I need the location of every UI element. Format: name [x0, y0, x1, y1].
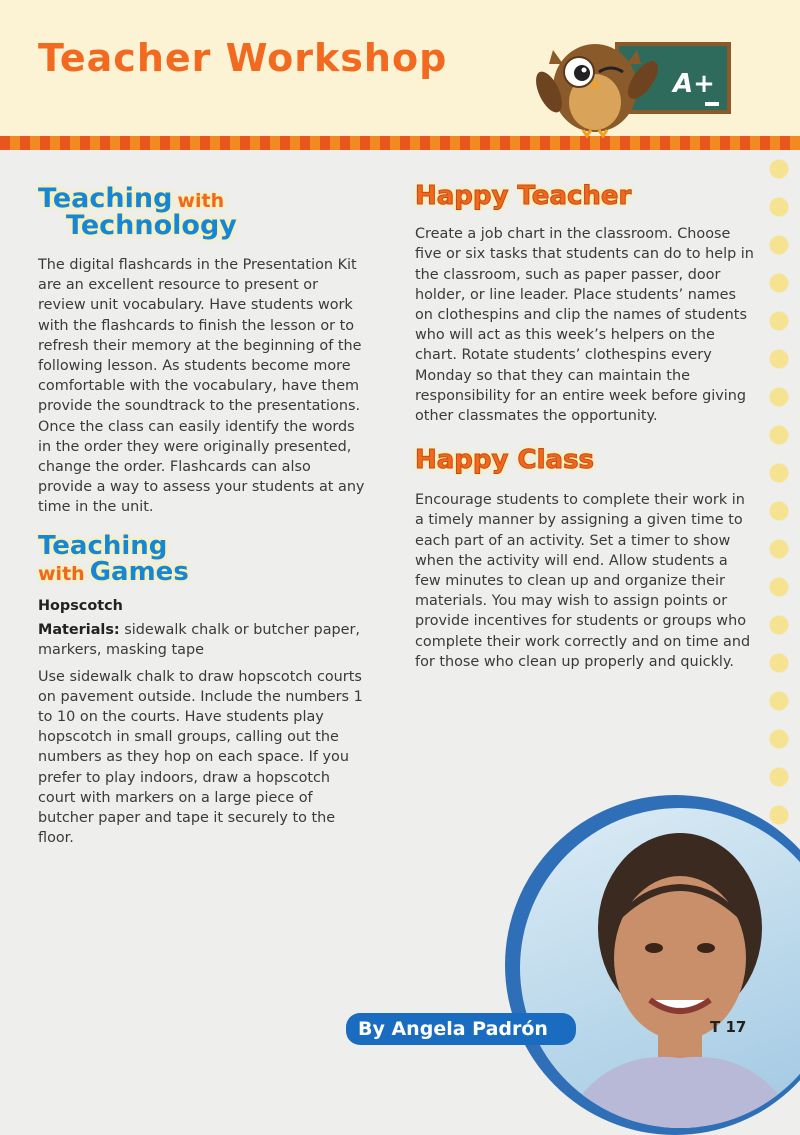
chalkboard-grade: A+ [673, 69, 715, 99]
page-title: Teacher Workshop [38, 36, 448, 80]
author-byline: By Angela Padrón [346, 1013, 576, 1045]
happy-teacher-section [415, 181, 755, 426]
materials-label: Materials: [38, 622, 120, 639]
games-body: Use sidewalk chalk to draw hopscotch courts on pavement outside. Include the numbers 1 to 10 on the courts. Have students play hopscotch in small groups, calling out the numbers as they hop on each space. If you prefer to play indoors, draw a hopscotch court with markers on a large piece of butcher paper and tape it securely to the floor. [38, 668, 363, 847]
owl-mascot-illustration [535, 30, 735, 138]
header-stripe [0, 136, 800, 150]
happy-teacher-heading: Happy Teacher [415, 181, 632, 211]
activity-title: Hopscotch [38, 598, 123, 614]
materials-line [38, 620, 368, 660]
decorative-dots [758, 150, 800, 910]
teaching-with-games-section [38, 533, 368, 848]
materials-text: sidewalk chalk or butcher paper, markers, masking tape [38, 622, 360, 659]
teaching-with-games-heading: Teaching with Games [38, 531, 189, 587]
happy-class-body: Encourage students to complete their work in a timely manner by assigning a given time to each part of an activity. Set a timer to show when the activity will end. Allow students a few minutes to clean up and organize their materials. You may wish to assign points or provide incentives for students or groups who complete their work correctly and on time and for those who clean up properly and quickly. [415, 492, 751, 670]
happy-class-section [415, 445, 755, 672]
happy-teacher-body: Create a job chart in the classroom. Choose five or six tasks that students can do to help in the classroom, such as paper passer, door holder, or line leader. Place students’ names on clothespins and clip the names of students who will act as this week’s helpers on the chart. Rotate students’ clothespins every Monday so that they can maintain the responsibility for an entire week before giving other classmates the opportunity. [415, 226, 754, 425]
teaching-with-technology-heading: Teaching with Technology [38, 183, 237, 241]
page-number: T 17 [710, 1018, 747, 1036]
technology-body: The digital flashcards in the Presentation Kit are an excellent resource to present or review unit vocabulary. Have students work with the flashcards to finish the lesson or to refresh their memory at the beginning of the following lesson. As students become more comfortable with the vocabulary, have them provide the soundtrack to the presentations. Once the class can easily identify the words in the order they were originally presented, change the order. Flashcards can also provide a way to assess your students at any time in the unit. [38, 257, 365, 516]
happy-class-heading: Happy Class [415, 445, 595, 475]
teaching-with-technology-section [38, 185, 368, 518]
